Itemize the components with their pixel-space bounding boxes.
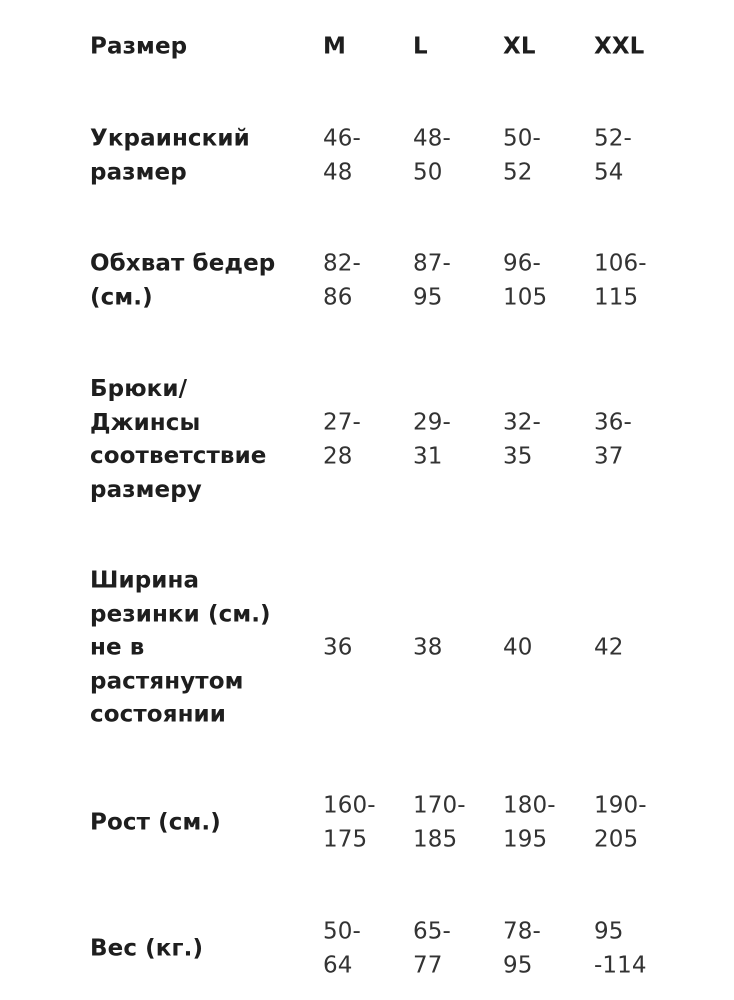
table-cell: 40: [503, 634, 533, 661]
table-cell: 29- 31: [413, 409, 451, 469]
table-cell: 36- 37: [594, 409, 632, 469]
header-label: Размер: [90, 33, 188, 60]
table-cell: 180- 195: [503, 792, 556, 852]
table-cell: 106- 115: [594, 250, 647, 310]
table-cell: 46- 48: [323, 125, 361, 185]
table-cell: 50- 64: [323, 918, 361, 978]
table-cell: 87- 95: [413, 250, 451, 310]
row-label-trousers-size: Брюки/ Джинсы соответствие размеру: [90, 376, 267, 503]
row-label-waistband-width: Ширина резинки (см.) не в растянутом состоянии: [90, 567, 271, 728]
row-label-hip-girth: Обхват бедер (см.): [90, 250, 276, 310]
table-cell: 96- 105: [503, 250, 548, 310]
table-cell: 65- 77: [413, 918, 451, 978]
table-cell: 52- 54: [594, 125, 632, 185]
table-cell: 160- 175: [323, 792, 376, 852]
table-cell: 78- 95: [503, 918, 541, 978]
table-cell: 82- 86: [323, 250, 361, 310]
table-cell: 32- 35: [503, 409, 541, 469]
header-size-xl: XL: [503, 33, 536, 60]
row-label-weight: Вес (кг.): [90, 935, 204, 962]
table-cell: 95 -114: [594, 918, 647, 978]
row-label-ukrainian-size: Украинский размер: [90, 125, 250, 185]
table-cell: 38: [413, 634, 443, 661]
table-cell: 27- 28: [323, 409, 361, 469]
table-cell: 42: [594, 634, 624, 661]
row-label-height: Рост (см.): [90, 809, 221, 836]
table-cell: 170- 185: [413, 792, 466, 852]
table-cell: 50- 52: [503, 125, 541, 185]
table-cell: 36: [323, 634, 353, 661]
header-size-l: L: [413, 33, 428, 60]
header-size-m: M: [323, 33, 346, 60]
table-cell: 190- 205: [594, 792, 647, 852]
header-size-xxl: XXL: [594, 33, 645, 60]
table-cell: 48- 50: [413, 125, 451, 185]
